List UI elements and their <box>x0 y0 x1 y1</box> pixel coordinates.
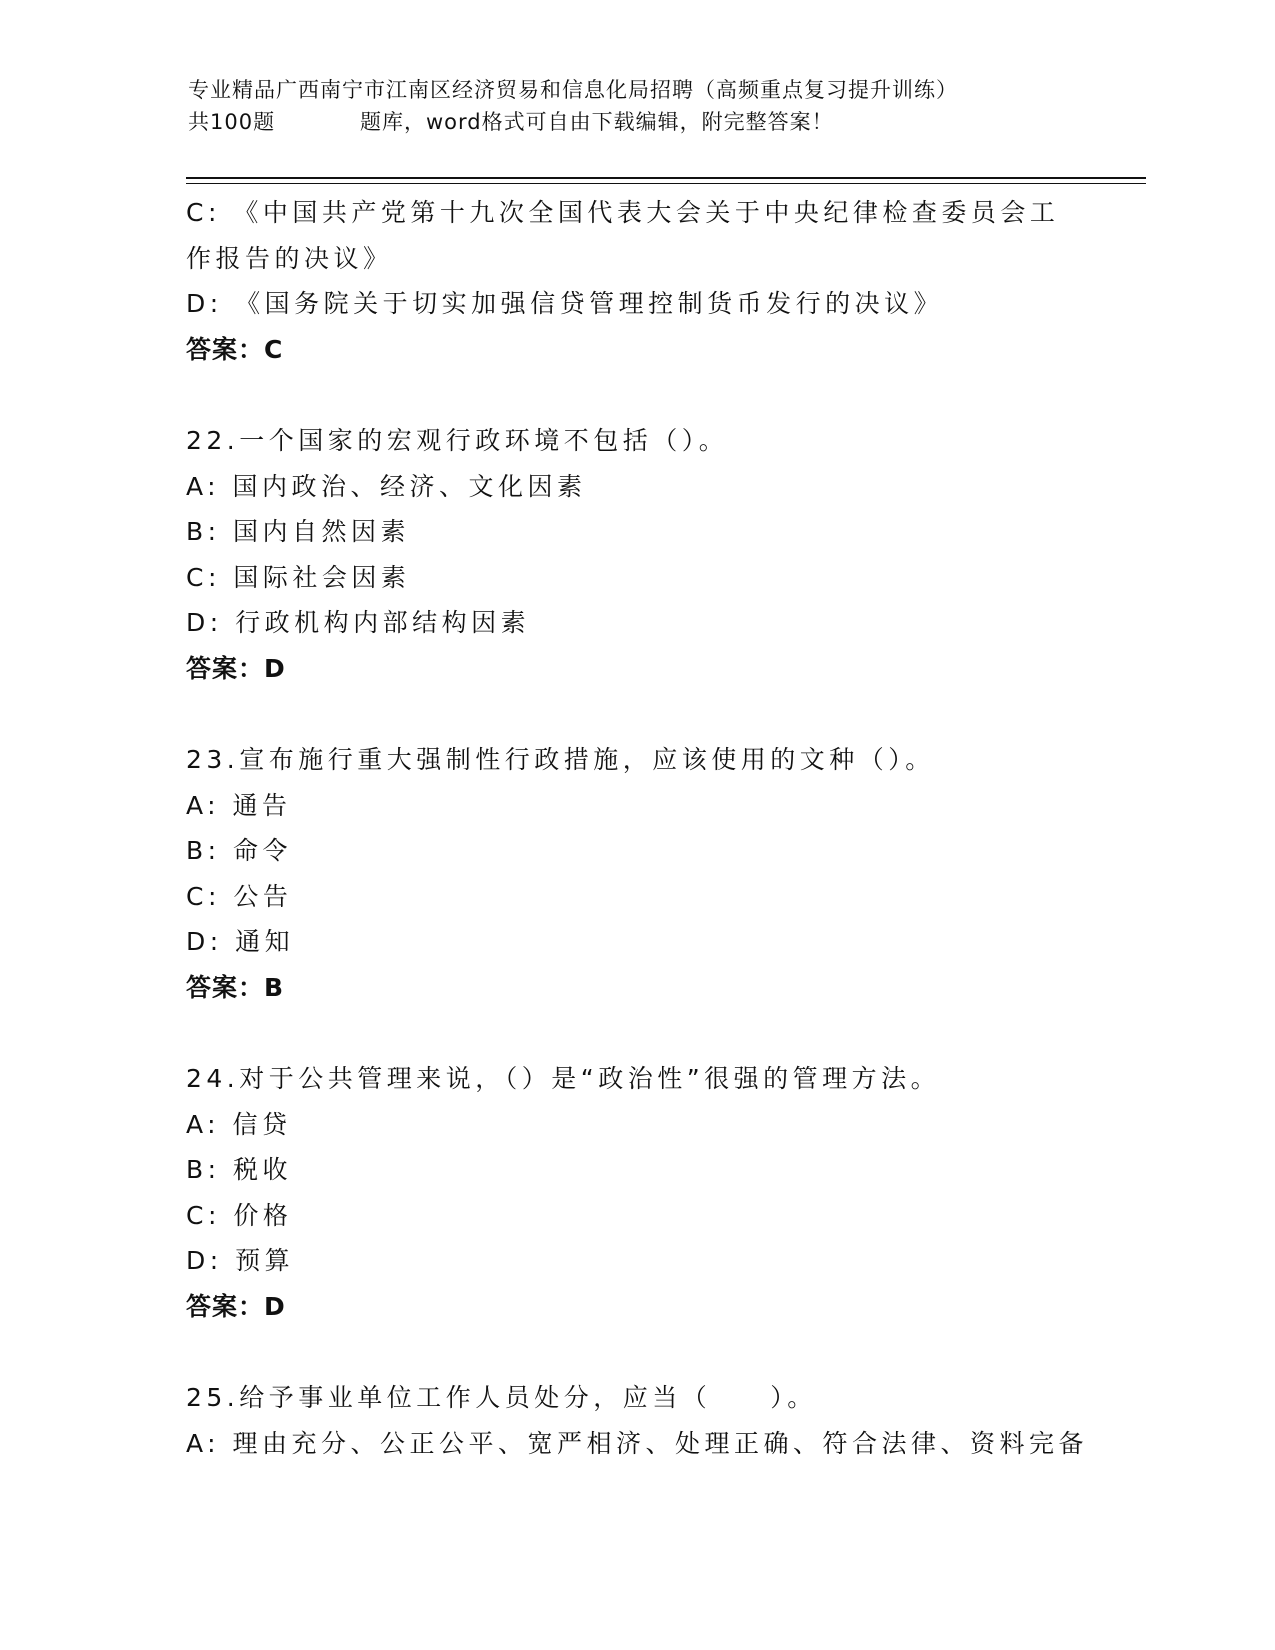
answer: 答案：D <box>186 1291 286 1321</box>
spacer <box>186 372 1086 418</box>
option-c: C: 价格 <box>186 1200 293 1230</box>
answer: 答案：C <box>186 334 284 364</box>
option-d: D: 通知 <box>186 927 295 956</box>
question-23 <box>186 737 1086 1010</box>
spacer <box>186 1010 1086 1056</box>
answer: 答案：B <box>186 972 285 1002</box>
carryover-question <box>186 190 1086 372</box>
option-a: A: 信贷 <box>186 1109 292 1139</box>
question-stem: 25.给予事业单位工作人员处分，应当（ ）。 <box>186 1383 817 1412</box>
header-divider-thin <box>186 183 1146 184</box>
option-b: B: 税收 <box>186 1155 293 1184</box>
question-stem: 23.宣布施行重大强制性行政措施，应该使用的文种（）。 <box>186 745 935 774</box>
option-c: C: 国际社会因素 <box>186 562 411 592</box>
question-list <box>186 190 1089 1466</box>
option-a: A: 理由充分、公正公平、宽严相济、处理正确、符合法律、资料完备 <box>186 1428 1089 1458</box>
question-25 <box>186 1375 1089 1466</box>
question-22 <box>186 418 1086 691</box>
spacer <box>186 691 1086 737</box>
option-a: A: 国内政治、经济、文化因素 <box>186 471 587 501</box>
option-a: A: 通告 <box>186 790 292 820</box>
answer: 答案：D <box>186 653 286 683</box>
header-line-2 <box>188 106 1168 138</box>
option-d: D: 《国务院关于切实加强信贷管理控制货币发行的决议》 <box>186 289 944 318</box>
option-b: B: 国内自然因素 <box>186 517 411 546</box>
option-c: C: 公告 <box>186 881 293 911</box>
option-d: D: 预算 <box>186 1246 295 1275</box>
spacer <box>186 1329 1086 1375</box>
question-24 <box>186 1056 1086 1329</box>
question-stem: 22.一个国家的宏观行政环境不包括（）。 <box>186 426 729 455</box>
document-header <box>188 74 1168 138</box>
option-d: D: 行政机构内部结构因素 <box>186 608 531 637</box>
header-subtitle: 题库，word格式可自由下载编辑，附完整答案！ <box>360 110 834 134</box>
option-b: B: 命令 <box>186 836 293 865</box>
header-divider-thick <box>186 177 1146 179</box>
question-count: 共100题 <box>188 110 276 134</box>
option-c: C: 《中国共产党第十九次全国代表大会关于中央纪律检查委员会工作报告的决议》 <box>186 198 1060 273</box>
question-stem: 24.对于公共管理来说，（）是“政治性”很强的管理方法。 <box>186 1064 941 1093</box>
header-title: 专业精品广西南宁市江南区经济贸易和信息化局招聘（高频重点复习提升训练） <box>188 78 958 102</box>
